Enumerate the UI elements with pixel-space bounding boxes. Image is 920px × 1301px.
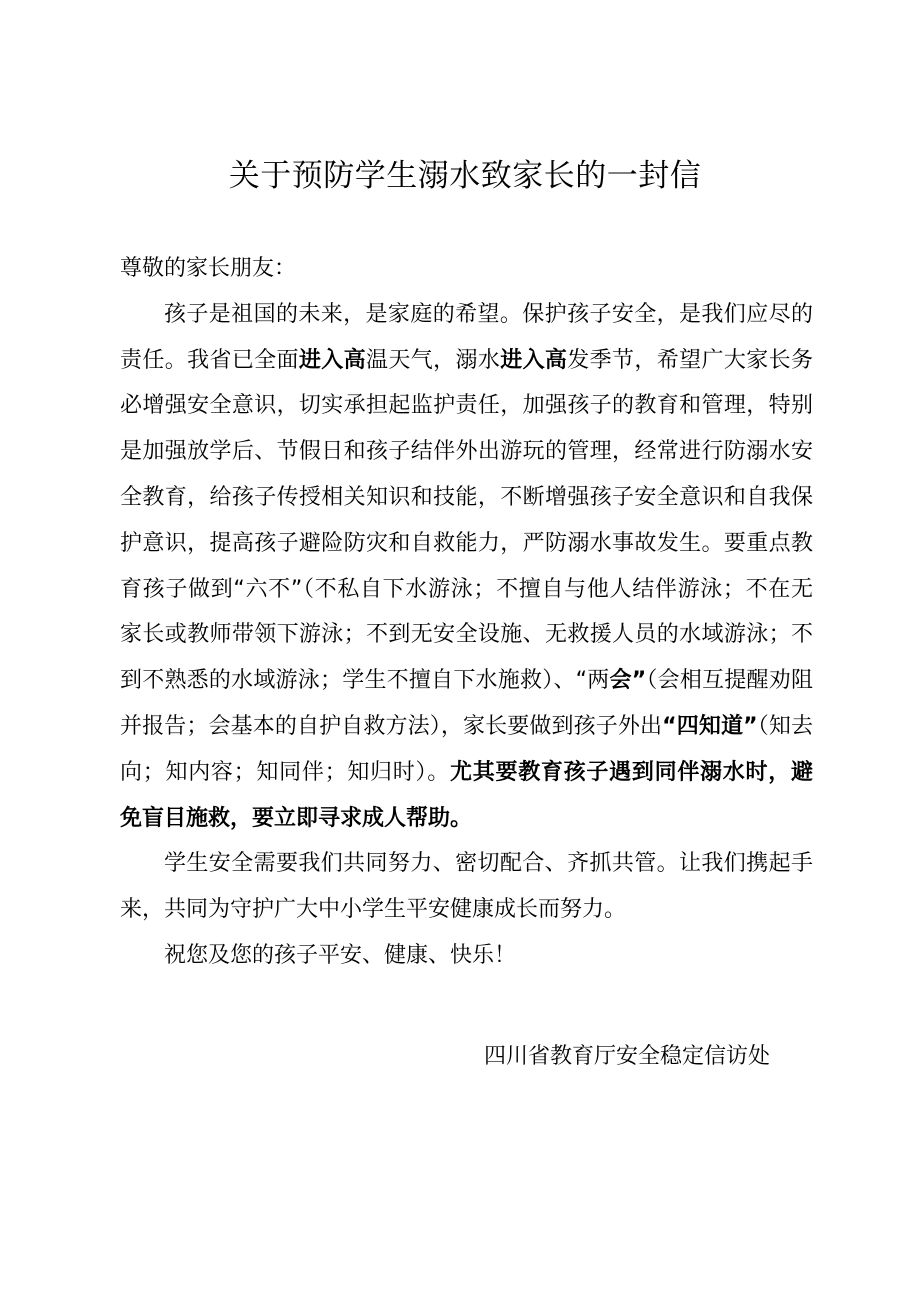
text-segment: 孩子是祖国的未来，是家庭的希望。保护孩子安全，是我们应尽的责任。我省已全面 xyxy=(120,301,813,373)
signature: 四川省教育厅安全稳定信访处 xyxy=(484,1044,771,1069)
text-segment: （会相互提醒劝阻并报告；会基本的自护自救方法），家长要做到孩子外出 xyxy=(120,668,813,739)
bold-text-segment: 进入高 xyxy=(500,347,568,373)
bold-text-segment: 尤其要教育孩子遇到同伴溺水时，避免盲目施救，要立即寻求成人帮助。 xyxy=(120,759,813,831)
text-segment: （知去向；知内容；知同伴；知归时）。 xyxy=(120,713,813,785)
letter-title: 关于预防学生溺水致家长的一封信 xyxy=(228,158,702,194)
bold-text-segment: 会” xyxy=(609,668,647,694)
text-segment: 发季节，希望广大家长务必增强安全意识，切实承担起监护责任，加强孩子的教育和管理，特别是加强放学后、节假日和孩子结伴外出游玩的管理，经常进行防溺水安全教育，给孩子传授相关知识和技能，不断增强孩子安全意识和自我保护意识，提高孩子避险防灾和自救能力，严防溺水事故发生。要重点教育孩子做到“六不”（不私自下水游泳；不擅自与他人结伴游泳；不在无家长或教师带领下游泳；不到无安全设施、无救援人员的水域游泳；不到不熟悉的水域游泳；学生不擅自下水施救）、“两 xyxy=(120,347,813,694)
text-segment: 温天气，溺水 xyxy=(366,347,501,373)
bold-text-segment: “四知道” xyxy=(662,713,758,739)
paragraph-cooperation: 学生安全需要我们共同努力、密切配合、齐抓共管。让我们携起手来，共同为守护广大中小学生平安健康成长而努力。 xyxy=(120,851,813,923)
letter-body xyxy=(120,246,813,979)
salutation: 尊敬的家长朋友： xyxy=(120,256,297,281)
closing-wishes: 祝您及您的孩子平安、健康、快乐！ xyxy=(164,942,517,968)
bold-text-segment: 进入高 xyxy=(298,347,367,373)
paragraph-main xyxy=(120,292,813,842)
